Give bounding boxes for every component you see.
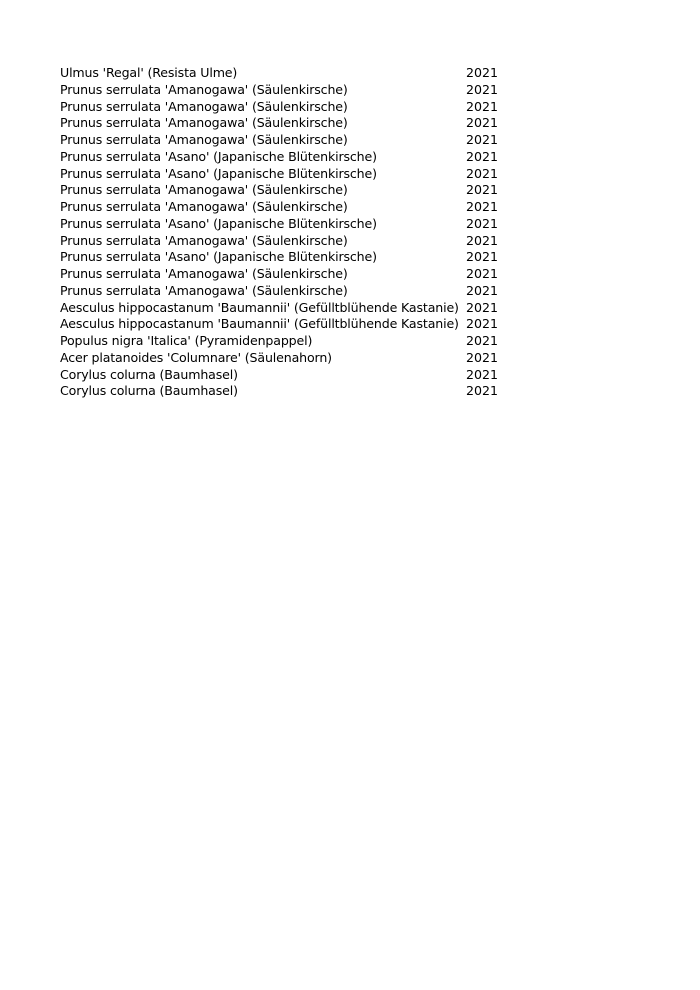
table-row xyxy=(60,149,500,166)
year-cell: 2021 xyxy=(466,65,499,80)
table-row xyxy=(60,82,500,99)
year-cell: 2021 xyxy=(466,98,499,114)
year-cell: 2021 xyxy=(466,81,499,97)
tree-name-cell: Prunus serrulata 'Amanogawa' (Säulenkirsche) xyxy=(60,199,348,214)
tree-name-cell: Prunus serrulata 'Amanogawa' (Säulenkirsche) xyxy=(60,282,348,298)
year-cell: 2021 xyxy=(466,148,499,164)
year-cell: 2021 xyxy=(466,333,499,348)
year-cell: 2021 xyxy=(466,366,499,382)
year-cell: 2021 xyxy=(466,349,499,365)
year-cell: 2021 xyxy=(466,215,499,231)
table-row xyxy=(60,199,500,216)
table-row xyxy=(60,99,500,116)
tree-name-cell: Populus nigra 'Italica' (Pyramidenpappel) xyxy=(60,333,313,348)
table-row xyxy=(60,166,500,183)
tree-name-cell: Prunus serrulata 'Asano' (Japanische Blütenkirsche) xyxy=(60,165,377,181)
table-row xyxy=(60,115,500,132)
tree-name-cell: Prunus serrulata 'Amanogawa' (Säulenkirsche) xyxy=(60,182,348,198)
tree-name-cell: Corylus colurna (Baumhasel) xyxy=(60,383,238,399)
tree-name-cell: Acer platanoides 'Columnare' (Säulenahorn) xyxy=(60,349,332,365)
tree-name-cell: Prunus serrulata 'Amanogawa' (Säulenkirsche) xyxy=(60,266,348,281)
table-row xyxy=(60,316,500,333)
year-cell: 2021 xyxy=(466,282,499,298)
tree-name-cell: Prunus serrulata 'Amanogawa' (Säulenkirsche) xyxy=(60,98,348,114)
year-cell: 2021 xyxy=(466,249,499,265)
year-cell: 2021 xyxy=(466,115,499,131)
table-row xyxy=(60,132,500,149)
year-cell: 2021 xyxy=(466,232,499,248)
year-cell: 2021 xyxy=(466,299,499,315)
table-row xyxy=(60,182,500,199)
year-cell: 2021 xyxy=(466,199,499,214)
table-row xyxy=(60,383,500,400)
tree-name-cell: Prunus serrulata 'Amanogawa' (Säulenkirsche) xyxy=(60,132,348,147)
year-cell: 2021 xyxy=(466,266,499,281)
tree-name-cell: Aesculus hippocastanum 'Baumannii' (Gefülltblühende Kastanie) xyxy=(60,299,459,315)
year-cell: 2021 xyxy=(466,383,499,399)
table-row xyxy=(60,367,500,384)
year-cell: 2021 xyxy=(466,165,499,181)
tree-name-cell: Prunus serrulata 'Amanogawa' (Säulenkirsche) xyxy=(60,115,348,131)
table-row xyxy=(60,300,500,317)
tree-name-cell: Corylus colurna (Baumhasel) xyxy=(60,366,238,382)
table-row xyxy=(60,350,500,367)
table-row xyxy=(60,65,500,82)
tree-name-cell: Aesculus hippocastanum 'Baumannii' (Gefülltblühende Kastanie) xyxy=(60,316,459,332)
year-cell: 2021 xyxy=(466,316,499,332)
tree-name-cell: Prunus serrulata 'Amanogawa' (Säulenkirsche) xyxy=(60,81,348,97)
year-cell: 2021 xyxy=(466,182,499,198)
tree-name-cell: Ulmus 'Regal' (Resista Ulme) xyxy=(60,65,238,80)
tree-name-cell: Prunus serrulata 'Asano' (Japanische Blütenkirsche) xyxy=(60,148,377,164)
year-cell: 2021 xyxy=(466,132,499,147)
tree-name-cell: Prunus serrulata 'Amanogawa' (Säulenkirsche) xyxy=(60,232,348,248)
table-row xyxy=(60,216,500,233)
table-row xyxy=(60,266,500,283)
tree-list-table xyxy=(60,65,500,400)
table-row xyxy=(60,333,500,350)
tree-name-cell: Prunus serrulata 'Asano' (Japanische Blütenkirsche) xyxy=(60,215,377,231)
table-row xyxy=(60,283,500,300)
tree-name-cell: Prunus serrulata 'Asano' (Japanische Blütenkirsche) xyxy=(60,249,377,265)
table-row xyxy=(60,249,500,266)
table-row xyxy=(60,233,500,250)
